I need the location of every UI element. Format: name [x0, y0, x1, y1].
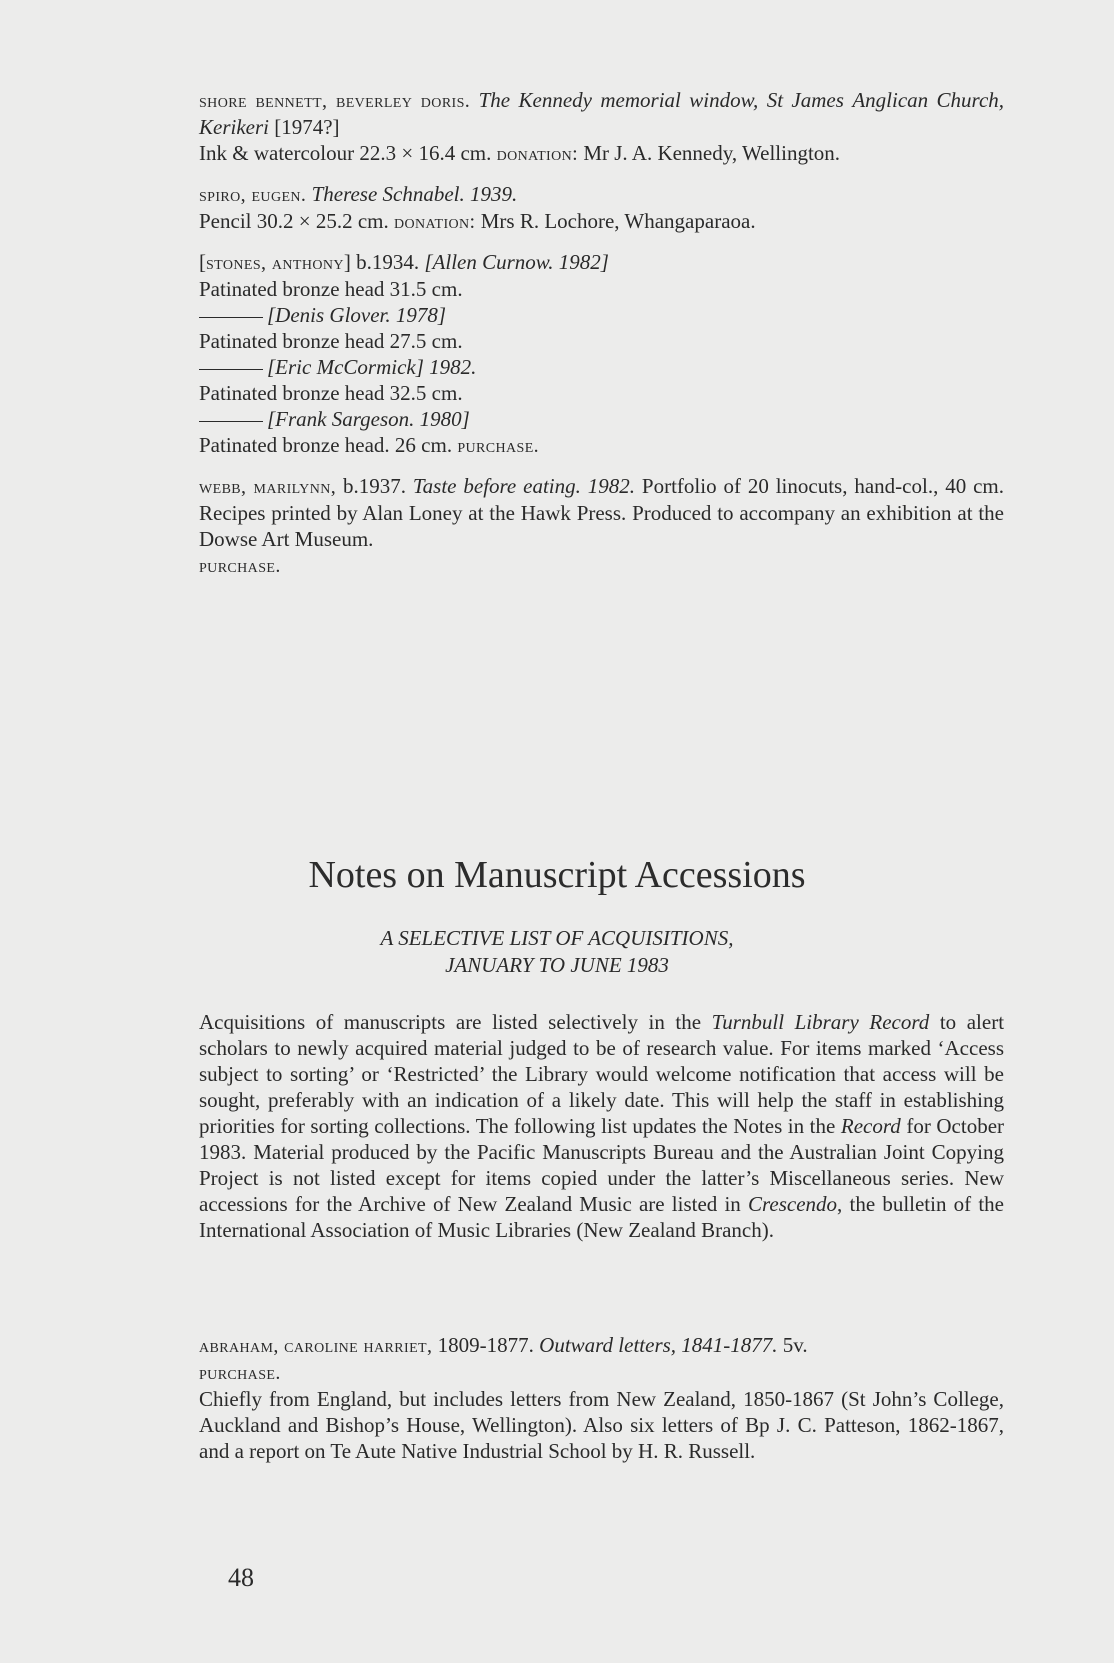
- donation-label: donation:: [496, 143, 579, 165]
- entry-born: ] b.1934.: [343, 250, 420, 274]
- entry-detail: Patinated bronze head 31.5 cm.: [199, 277, 463, 301]
- art-accessions-list: [199, 87, 1004, 593]
- entry-title: The Kennedy memorial window, St James: [478, 88, 844, 112]
- entry-detail: Patinated bronze head. 26 cm.: [199, 433, 453, 457]
- entry-name: stones, anthony: [206, 252, 344, 274]
- entry-dates: 1809-1877.: [437, 1333, 534, 1357]
- intro-italic: Crescendo: [748, 1192, 838, 1216]
- entry-name: spiro, eugen.: [199, 184, 307, 206]
- entry-donor: Mrs R. Lochore, Whangaparaoa.: [480, 209, 756, 233]
- donation-label: donation:: [394, 211, 476, 233]
- intro-text: to alert scholars to newly acquired material judged to be of research value. For items marked ‘Access subject to sorting’ or ‘Restricted’ the Library would welcome notification that access will be sought, preferably with an indication of a likely date. This will help the staff in establishing priorities for sorting collections. The following list updates the Notes in the: [199, 1010, 1005, 1138]
- subheading-line-1: A SELECTIVE LIST OF ACQUISITIONS,: [380, 926, 734, 950]
- entry-detail: Pencil 30.2 × 25.2 cm.: [199, 209, 389, 233]
- intro-italic: Record: [840, 1114, 901, 1138]
- entry-detail: Patinated bronze head 32.5 cm.: [199, 381, 463, 405]
- bracket-open: [: [199, 250, 206, 274]
- entry-title: [Eric McCormick] 1982.: [267, 355, 477, 379]
- ditto-dash: [199, 421, 263, 422]
- entry-stones: [199, 249, 1004, 459]
- page-number: 48: [228, 1563, 254, 1592]
- ditto-dash: [199, 369, 263, 370]
- intro-paragraph: [199, 1009, 1004, 1243]
- subheading-line-2: JANUARY TO JUNE 1983: [445, 953, 669, 977]
- ditto-dash: [199, 317, 263, 318]
- intro-text: for October 1983. Material produced by the Pacific Manuscripts Bureau and the Australian Joint Copying Project is not listed except for items copied under the latter’s Miscellaneous series. New accessions for the Archive of New Zealand Music are listed in: [199, 1114, 1005, 1216]
- entry-text: Chiefly from England, but includes letters from New Zealand, 1850-1867 (St John’s College, Auckland and Bishop’s House, Wellington). Also six letters of Bp J. C. Patteson, 1862-1867, and a report on Te Aute Native Industrial School by H. R. Russell.: [199, 1387, 1004, 1463]
- entry-title: [Denis Glover. 1978]: [267, 303, 447, 327]
- entry-name: shore bennett, beverley doris.: [199, 90, 471, 112]
- entry-detail: Ink & watercolour 22.3 × 16.4 cm.: [199, 141, 492, 165]
- entry-abraham: [199, 1332, 1004, 1464]
- entry-webb: [199, 473, 1004, 579]
- intro-italic: Turnbull Library Record: [711, 1010, 930, 1034]
- entry-title: Therese Schnabel. 1939.: [311, 182, 518, 206]
- entry-spiro: [199, 181, 1004, 235]
- entry-title: [Allen Curnow. 1982]: [424, 250, 609, 274]
- entry-donor: Mr J. A. Kennedy, Wellington.: [583, 141, 841, 165]
- purchase-label: purchase.: [199, 555, 281, 577]
- section-subheading: [0, 925, 1114, 979]
- entry-date: [1974?]: [274, 115, 340, 139]
- entry-shore-bennett: [199, 87, 1004, 167]
- entry-volumes: 5v.: [782, 1333, 808, 1357]
- purchase-label: purchase.: [199, 1362, 281, 1384]
- entry-title: [Frank Sargeson. 1980]: [267, 407, 470, 431]
- entry-born: b.1937.: [343, 474, 407, 498]
- entry-detail: Patinated bronze head 27.5 cm.: [199, 329, 463, 353]
- entry-title-cont: Anglican Church, Kerikeri: [199, 88, 1005, 139]
- intro-text: Acquisitions of manuscripts are listed selectively in the: [199, 1010, 702, 1034]
- entry-title: Outward letters, 1841-1877.: [539, 1333, 778, 1357]
- entry-text: Portfolio of 20 linocuts, hand-col., 40 cm. Recipes printed by Alan Loney at the Hawk Press. Produced to accompany an exhibition at the Dowse Art Museum.: [199, 474, 1005, 551]
- intro-text: , the bulletin of the International Association of Music Libraries (New Zealand Branch).: [199, 1192, 1004, 1242]
- section-heading: Notes on Manuscript Accessions: [308, 854, 806, 896]
- entry-name: webb, marilynn,: [199, 476, 337, 498]
- entry-name: abraham, caroline harriet,: [199, 1335, 433, 1357]
- purchase-label: purchase.: [457, 435, 540, 457]
- entry-title: Taste before eating. 1982.: [412, 474, 636, 498]
